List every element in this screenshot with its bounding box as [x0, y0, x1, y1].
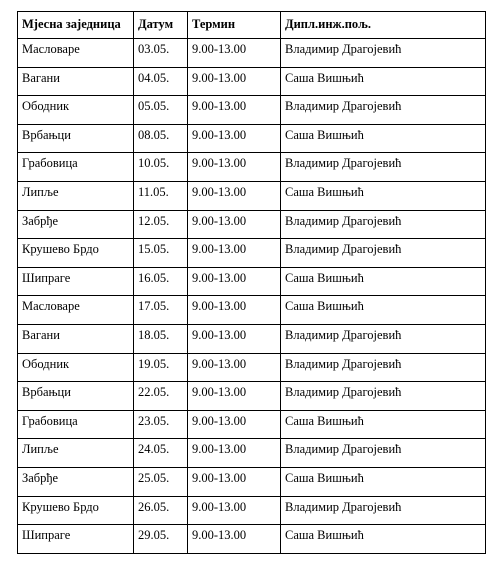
table-row	[18, 296, 486, 325]
cell-time-slot: 9.00-13.00	[188, 124, 281, 153]
cell-agronomist: Саша Вишњић	[281, 181, 486, 210]
cell-community: Крушево Брдо	[18, 239, 134, 268]
table-header-row	[18, 12, 486, 39]
cell-date: 03.05.	[134, 39, 188, 68]
table-body	[18, 39, 486, 554]
cell-community: Забрђе	[18, 210, 134, 239]
cell-time-slot: 9.00-13.00	[188, 353, 281, 382]
header-community: Мјесна заједница	[18, 12, 134, 39]
cell-community: Масловаре	[18, 296, 134, 325]
cell-community: Врбањци	[18, 124, 134, 153]
table-row	[18, 96, 486, 125]
cell-community: Вагани	[18, 324, 134, 353]
cell-time-slot: 9.00-13.00	[188, 39, 281, 68]
cell-date: 19.05.	[134, 353, 188, 382]
cell-agronomist: Владимир Драгојевић	[281, 210, 486, 239]
cell-agronomist: Саша Вишњић	[281, 296, 486, 325]
cell-community: Врбањци	[18, 382, 134, 411]
cell-community: Шипраге	[18, 267, 134, 296]
cell-time-slot: 9.00-13.00	[188, 324, 281, 353]
cell-date: 15.05.	[134, 239, 188, 268]
cell-time-slot: 9.00-13.00	[188, 525, 281, 554]
cell-community: Масловаре	[18, 39, 134, 68]
cell-community: Липље	[18, 439, 134, 468]
table-row	[18, 267, 486, 296]
cell-time-slot: 9.00-13.00	[188, 67, 281, 96]
cell-time-slot: 9.00-13.00	[188, 153, 281, 182]
cell-date: 17.05.	[134, 296, 188, 325]
cell-community: Липље	[18, 181, 134, 210]
cell-date: 11.05.	[134, 181, 188, 210]
cell-time-slot: 9.00-13.00	[188, 439, 281, 468]
cell-date: 08.05.	[134, 124, 188, 153]
cell-agronomist: Саша Вишњић	[281, 67, 486, 96]
table-row	[18, 181, 486, 210]
table-row	[18, 153, 486, 182]
cell-date: 10.05.	[134, 153, 188, 182]
cell-time-slot: 9.00-13.00	[188, 410, 281, 439]
cell-date: 16.05.	[134, 267, 188, 296]
cell-date: 29.05.	[134, 525, 188, 554]
cell-time-slot: 9.00-13.00	[188, 210, 281, 239]
cell-date: 04.05.	[134, 67, 188, 96]
cell-time-slot: 9.00-13.00	[188, 467, 281, 496]
cell-community: Забрђе	[18, 467, 134, 496]
cell-community: Ободник	[18, 353, 134, 382]
cell-time-slot: 9.00-13.00	[188, 96, 281, 125]
cell-community: Крушево Брдо	[18, 496, 134, 525]
cell-agronomist: Саша Вишњић	[281, 124, 486, 153]
cell-agronomist: Владимир Драгојевић	[281, 439, 486, 468]
header-time-slot: Термин	[188, 12, 281, 39]
cell-agronomist: Владимир Драгојевић	[281, 496, 486, 525]
header-agronomist: Дипл.инж.пољ.	[281, 12, 486, 39]
cell-agronomist: Владимир Драгојевић	[281, 324, 486, 353]
table-row	[18, 67, 486, 96]
cell-community: Шипраге	[18, 525, 134, 554]
table-row	[18, 467, 486, 496]
cell-date: 18.05.	[134, 324, 188, 353]
cell-date: 24.05.	[134, 439, 188, 468]
cell-time-slot: 9.00-13.00	[188, 382, 281, 411]
table-row	[18, 324, 486, 353]
cell-agronomist: Владимир Драгојевић	[281, 382, 486, 411]
table-row	[18, 496, 486, 525]
cell-agronomist: Саша Вишњић	[281, 525, 486, 554]
cell-agronomist: Саша Вишњић	[281, 467, 486, 496]
header-date: Датум	[134, 12, 188, 39]
schedule-table	[17, 11, 486, 554]
table-row	[18, 124, 486, 153]
cell-date: 23.05.	[134, 410, 188, 439]
cell-date: 12.05.	[134, 210, 188, 239]
table-row	[18, 439, 486, 468]
cell-agronomist: Саша Вишњић	[281, 410, 486, 439]
cell-community: Вагани	[18, 67, 134, 96]
cell-agronomist: Владимир Драгојевић	[281, 39, 486, 68]
cell-agronomist: Владимир Драгојевић	[281, 239, 486, 268]
schedule-document	[17, 11, 486, 554]
cell-agronomist: Владимир Драгојевић	[281, 153, 486, 182]
cell-date: 05.05.	[134, 96, 188, 125]
table-row	[18, 210, 486, 239]
table-row	[18, 382, 486, 411]
cell-community: Ободник	[18, 96, 134, 125]
cell-agronomist: Саша Вишњић	[281, 267, 486, 296]
table-row	[18, 525, 486, 554]
cell-date: 25.05.	[134, 467, 188, 496]
cell-date: 22.05.	[134, 382, 188, 411]
cell-agronomist: Владимир Драгојевић	[281, 96, 486, 125]
cell-time-slot: 9.00-13.00	[188, 267, 281, 296]
cell-date: 26.05.	[134, 496, 188, 525]
cell-time-slot: 9.00-13.00	[188, 496, 281, 525]
cell-agronomist: Владимир Драгојевић	[281, 353, 486, 382]
cell-community: Грабовица	[18, 153, 134, 182]
table-row	[18, 239, 486, 268]
table-row	[18, 39, 486, 68]
table-row	[18, 410, 486, 439]
cell-community: Грабовица	[18, 410, 134, 439]
cell-time-slot: 9.00-13.00	[188, 181, 281, 210]
cell-time-slot: 9.00-13.00	[188, 296, 281, 325]
cell-time-slot: 9.00-13.00	[188, 239, 281, 268]
table-row	[18, 353, 486, 382]
